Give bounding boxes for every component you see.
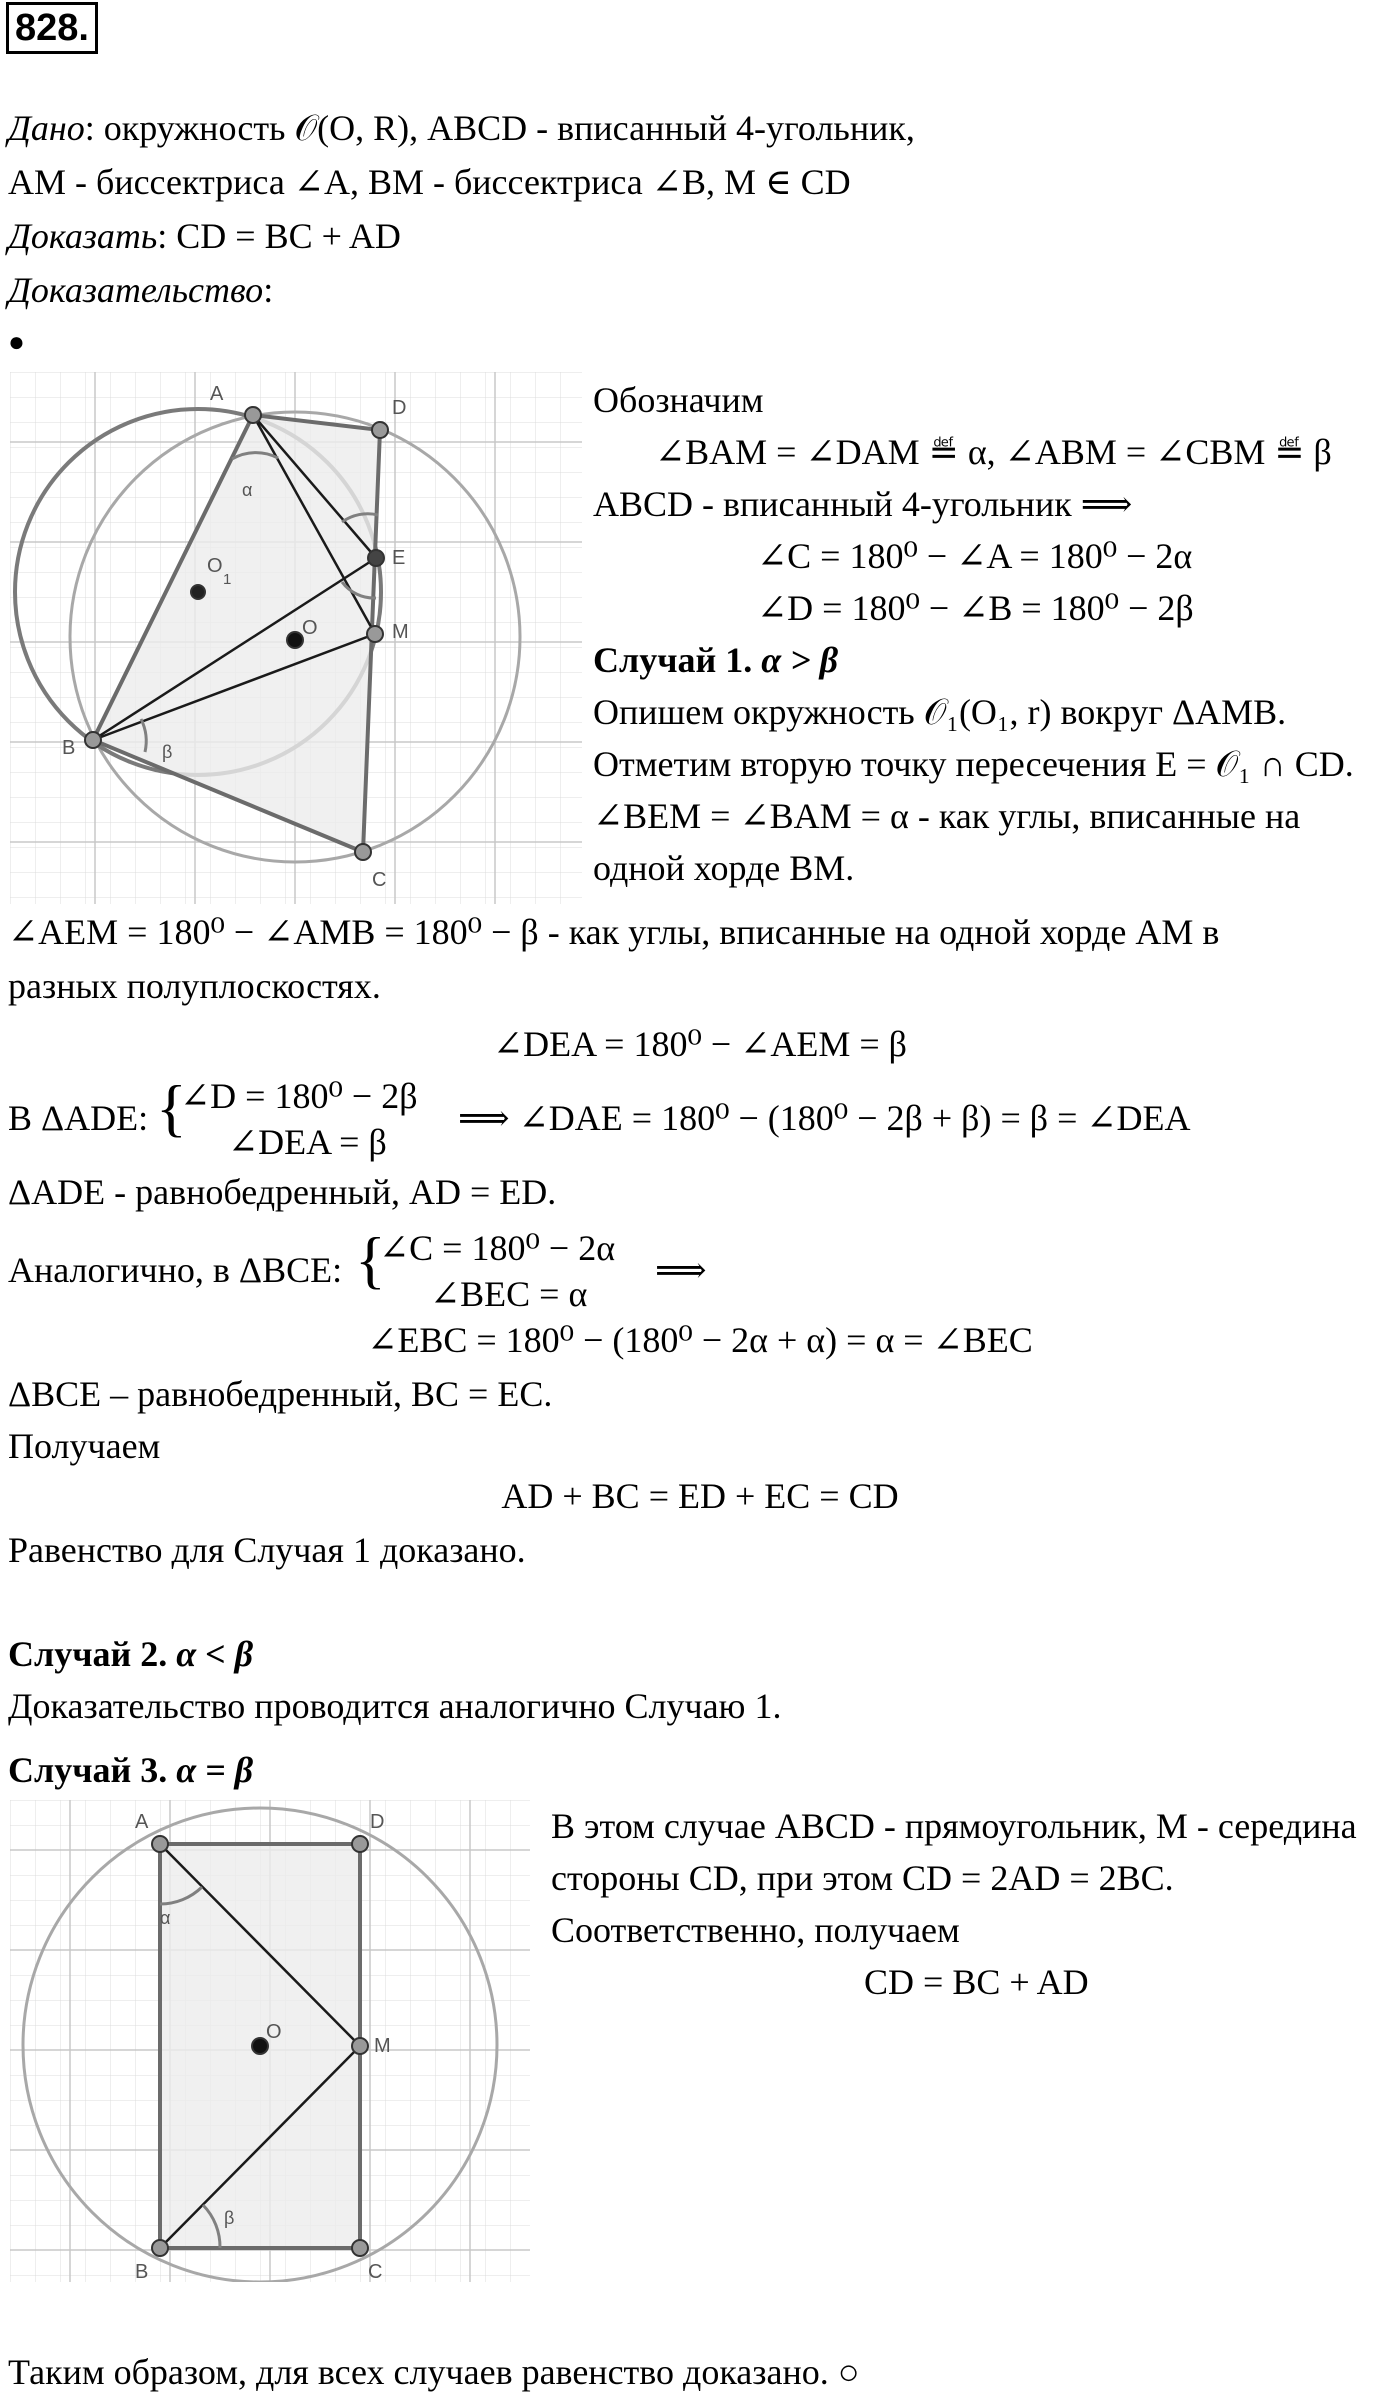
point-o	[287, 632, 303, 648]
point-b	[85, 732, 101, 748]
given-line-1	[8, 106, 915, 150]
case3-t2: стороны CD, при этом CD = 2AD = 2BC.	[551, 1858, 1174, 1898]
bem-2: одной хорде BM.	[593, 848, 855, 888]
point-a	[245, 407, 261, 423]
second-point: Отметим вторую точку пересечения E = 𝒪₁ ∩ CD.	[593, 744, 1354, 784]
denote: Обозначим	[593, 380, 764, 420]
case3-eq: CD = BC + AD	[864, 1962, 1089, 2002]
label-d: D	[370, 1811, 385, 1833]
system-brace-1: {	[156, 1072, 187, 1143]
proof-line	[8, 268, 273, 312]
point-c	[352, 2240, 368, 2256]
case1-done: Равенство для Случая 1 доказано.	[8, 1530, 526, 1570]
given-text-1: : окружность 𝒪(O, R), ABCD - вписанный 4-угольник,	[84, 108, 915, 148]
angle-c: ∠C = 180⁰ − ∠A = 180⁰ − 2α	[757, 536, 1193, 576]
point-d	[372, 422, 388, 438]
label-b: B	[135, 2261, 149, 2282]
prove-line	[8, 214, 401, 258]
dea: ∠DEA = 180⁰ − ∠AEM = β	[493, 1024, 907, 1064]
point-a	[152, 1836, 168, 1852]
bullet: ●	[8, 327, 25, 358]
prove-text: : CD = BC + AD	[157, 216, 401, 256]
case2-line	[8, 1632, 253, 1676]
inscribed: ABCD - вписанный 4-угольник ⟹	[593, 484, 1133, 524]
sum: AD + BC = ED + EC = CD	[501, 1476, 899, 1516]
describe: Опишем окружность 𝒪₁(O₁, r) вокруг ΔAMB.	[593, 692, 1287, 732]
case1-label: Случай 1.	[593, 640, 753, 680]
ade-iso: ΔADE - равнобедренный, AD = ED.	[8, 1172, 557, 1212]
label-e: E	[392, 547, 406, 569]
label-beta: β	[162, 742, 173, 762]
point-d	[352, 1836, 368, 1852]
angle-d: ∠D = 180⁰ − ∠B = 180⁰ − 2β	[757, 588, 1194, 628]
label-c: C	[368, 2261, 383, 2282]
case1-line	[593, 638, 838, 682]
label-c: C	[372, 869, 387, 891]
sys1-a: ∠D = 180⁰ − 2β	[180, 1076, 418, 1116]
label-a: A	[135, 1811, 149, 1833]
system-brace-2: {	[355, 1224, 386, 1295]
case3-label: Случай 3.	[8, 1750, 168, 1790]
aem: ∠AEM = 180⁰ − ∠AMB = 180⁰ − β - как углы, вписанные на одной хорде AM в	[8, 912, 1220, 952]
point-m	[352, 2038, 368, 2054]
label-alpha: α	[242, 480, 253, 500]
bce-iso: ΔBCE – равнобедренный, BC = EC.	[8, 1374, 553, 1414]
in-ade: В ΔADE:	[8, 1098, 149, 1138]
sys2-b: ∠BEC = α	[430, 1274, 588, 1314]
case2-text: Доказательство проводится аналогично Случаю 1.	[8, 1686, 782, 1726]
label-beta: β	[224, 2208, 235, 2228]
label-o1: O	[207, 555, 223, 577]
case3-cond: α = β	[176, 1750, 254, 1790]
sys2-a: ∠C = 180⁰ − 2α	[379, 1228, 616, 1268]
bem: ∠BEM = ∠BAM = α - как углы, вписанные на	[593, 796, 1301, 836]
label-o: O	[302, 617, 318, 639]
case3-t3: Соответственно, получаем	[551, 1910, 960, 1950]
point-o1	[191, 585, 205, 599]
case3-line	[8, 1748, 253, 1792]
label-m: M	[392, 621, 409, 643]
figure-case-1	[10, 372, 582, 904]
point-m	[367, 626, 383, 642]
problem-number: 828.	[6, 2, 98, 54]
case3-t1: В этом случае ABCD - прямоугольник, M - середина	[551, 1806, 1357, 1846]
point-b	[152, 2240, 168, 2256]
prove-label: Доказать	[8, 216, 158, 256]
given-line-2: AM - биссектриса ∠A, BM - биссектриса ∠B, M ∈ CD	[8, 162, 851, 202]
label-m: M	[374, 2035, 391, 2057]
we-get: Получаем	[8, 1426, 161, 1466]
proof-label: Доказательство	[8, 270, 264, 310]
label-a: A	[210, 383, 224, 405]
aem-2: разных полуплоскостях.	[8, 966, 381, 1006]
case2-cond: α < β	[176, 1634, 254, 1674]
label-b: B	[62, 737, 76, 759]
case2-label: Случай 2.	[8, 1634, 168, 1674]
proof-colon: :	[263, 270, 274, 310]
figure-case-3	[10, 1800, 530, 2282]
label-alpha: α	[160, 1908, 171, 1928]
given-label: Дано	[8, 108, 85, 148]
label-o1-sub: 1	[223, 571, 232, 588]
sys2-arrow: ⟹	[655, 1250, 707, 1290]
label-o: O	[266, 2021, 282, 2043]
label-d: D	[392, 397, 407, 419]
case1-cond: α > β	[761, 640, 839, 680]
conclusion: Таким образом, для всех случаев равенство доказано. ○	[8, 2352, 860, 2392]
dae: ⟹ ∠DAE = 180⁰ − (180⁰ − 2β + β) = β = ∠DEA	[458, 1098, 1191, 1138]
eq-angles: ∠BAM = ∠DAM ≝ α, ∠ABM = ∠CBM ≝ β	[655, 432, 1332, 472]
sys1-b: ∠DEA = β	[228, 1122, 387, 1162]
point-c	[355, 844, 371, 860]
ebc: ∠EBC = 180⁰ − (180⁰ − 2α + α) = α = ∠BEC	[367, 1320, 1033, 1360]
point-e	[368, 550, 384, 566]
similarly: Аналогично, в ΔBCE:	[8, 1250, 343, 1290]
